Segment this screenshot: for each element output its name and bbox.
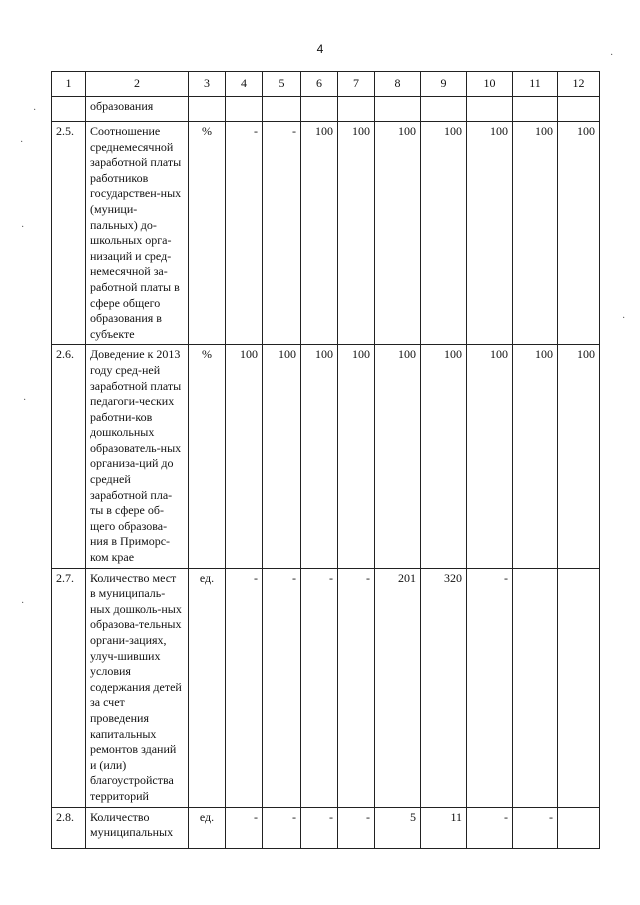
row-code: 2.8. bbox=[52, 807, 86, 848]
page-number: 4 bbox=[316, 42, 324, 56]
column-header: 9 bbox=[421, 72, 467, 97]
row-description: Соотношение среднемесячной заработной платы работников государствен-ных (муници-пальных) до-школьных орга-низаций и сред-немесячной за-работной платы в сфере общего образования в субъекте bbox=[86, 122, 189, 345]
table-row bbox=[52, 122, 600, 345]
cell-unit bbox=[189, 97, 226, 122]
table-row bbox=[52, 568, 600, 807]
cell-value: - bbox=[301, 568, 338, 807]
cell-value: - bbox=[513, 807, 558, 848]
cell-value bbox=[263, 97, 301, 122]
cell-value bbox=[513, 568, 558, 807]
header-row bbox=[52, 72, 600, 97]
cell-value: 100 bbox=[513, 122, 558, 345]
cell-value bbox=[467, 97, 513, 122]
scan-speck: · bbox=[33, 105, 37, 116]
cell-value: - bbox=[467, 568, 513, 807]
cell-unit: ед. bbox=[189, 807, 226, 848]
column-header: 8 bbox=[375, 72, 421, 97]
cell-value bbox=[558, 568, 600, 807]
column-header: 5 bbox=[263, 72, 301, 97]
column-header: 1 bbox=[52, 72, 86, 97]
scan-speck: · bbox=[21, 222, 25, 233]
column-header: 7 bbox=[338, 72, 375, 97]
cell-value bbox=[558, 807, 600, 848]
cell-value: 11 bbox=[421, 807, 467, 848]
column-header: 6 bbox=[301, 72, 338, 97]
cell-value: 100 bbox=[375, 345, 421, 568]
cell-unit: % bbox=[189, 122, 226, 345]
cell-unit: ед. bbox=[189, 568, 226, 807]
cell-value: - bbox=[263, 568, 301, 807]
cell-value: - bbox=[338, 568, 375, 807]
cell-value: - bbox=[338, 807, 375, 848]
cell-value: 201 bbox=[375, 568, 421, 807]
row-code: 2.5. bbox=[52, 122, 86, 345]
cell-value bbox=[226, 97, 263, 122]
cell-value: 100 bbox=[558, 345, 600, 568]
cell-value: 100 bbox=[301, 122, 338, 345]
cell-value: - bbox=[301, 807, 338, 848]
cell-value: 320 bbox=[421, 568, 467, 807]
column-header: 10 bbox=[467, 72, 513, 97]
cell-value bbox=[338, 97, 375, 122]
cell-value: 100 bbox=[421, 122, 467, 345]
cell-value: 5 bbox=[375, 807, 421, 848]
cell-value: 100 bbox=[467, 345, 513, 568]
column-header: 3 bbox=[189, 72, 226, 97]
row-code: 2.6. bbox=[52, 345, 86, 568]
column-header: 4 bbox=[226, 72, 263, 97]
cell-value bbox=[375, 97, 421, 122]
cell-value: - bbox=[226, 122, 263, 345]
cell-value: - bbox=[263, 807, 301, 848]
row-description: Доведение к 2013 году сред-ней заработной платы педагоги-ческих работни-ков дошкольных образователь-ных организа-ций до средней заработной пла-ты в сфере об-щего образова-ния в Приморс-ком крае bbox=[86, 345, 189, 568]
column-header: 2 bbox=[86, 72, 189, 97]
row-code: 2.7. bbox=[52, 568, 86, 807]
row-description: образования bbox=[86, 97, 189, 122]
scan-speck: · bbox=[20, 137, 24, 148]
cell-value bbox=[558, 97, 600, 122]
row-code bbox=[52, 97, 86, 122]
cell-value bbox=[421, 97, 467, 122]
cell-value: 100 bbox=[338, 345, 375, 568]
cell-value: 100 bbox=[338, 122, 375, 345]
column-header: 12 bbox=[558, 72, 600, 97]
cell-value: 100 bbox=[375, 122, 421, 345]
cell-value: 100 bbox=[263, 345, 301, 568]
cell-value: 100 bbox=[301, 345, 338, 568]
row-description: Количество муниципальных bbox=[86, 807, 189, 848]
cell-value: 100 bbox=[421, 345, 467, 568]
cell-value bbox=[301, 97, 338, 122]
cell-value: - bbox=[467, 807, 513, 848]
table-row bbox=[52, 807, 600, 848]
row-description: Количество мест в муниципаль-ных дошколь-ных образова-тельных органи-зациях, улуч-шивших условия содержания детей за счет проведения капитальных ремонтов зданий и (или) благоустройства территорий bbox=[86, 568, 189, 807]
indicators-table bbox=[51, 71, 600, 849]
column-header: 11 bbox=[513, 72, 558, 97]
cell-value: - bbox=[263, 122, 301, 345]
cell-value: 100 bbox=[513, 345, 558, 568]
cell-value: 100 bbox=[558, 122, 600, 345]
scan-speck: · bbox=[622, 313, 626, 324]
scan-speck: · bbox=[21, 598, 25, 609]
scan-speck: · bbox=[23, 395, 27, 406]
cell-value: 100 bbox=[467, 122, 513, 345]
cell-value: - bbox=[226, 807, 263, 848]
cell-value bbox=[513, 97, 558, 122]
scan-speck: · bbox=[610, 50, 614, 61]
cell-unit: % bbox=[189, 345, 226, 568]
table-row bbox=[52, 345, 600, 568]
cell-value: - bbox=[226, 568, 263, 807]
table-row bbox=[52, 97, 600, 122]
cell-value: 100 bbox=[226, 345, 263, 568]
